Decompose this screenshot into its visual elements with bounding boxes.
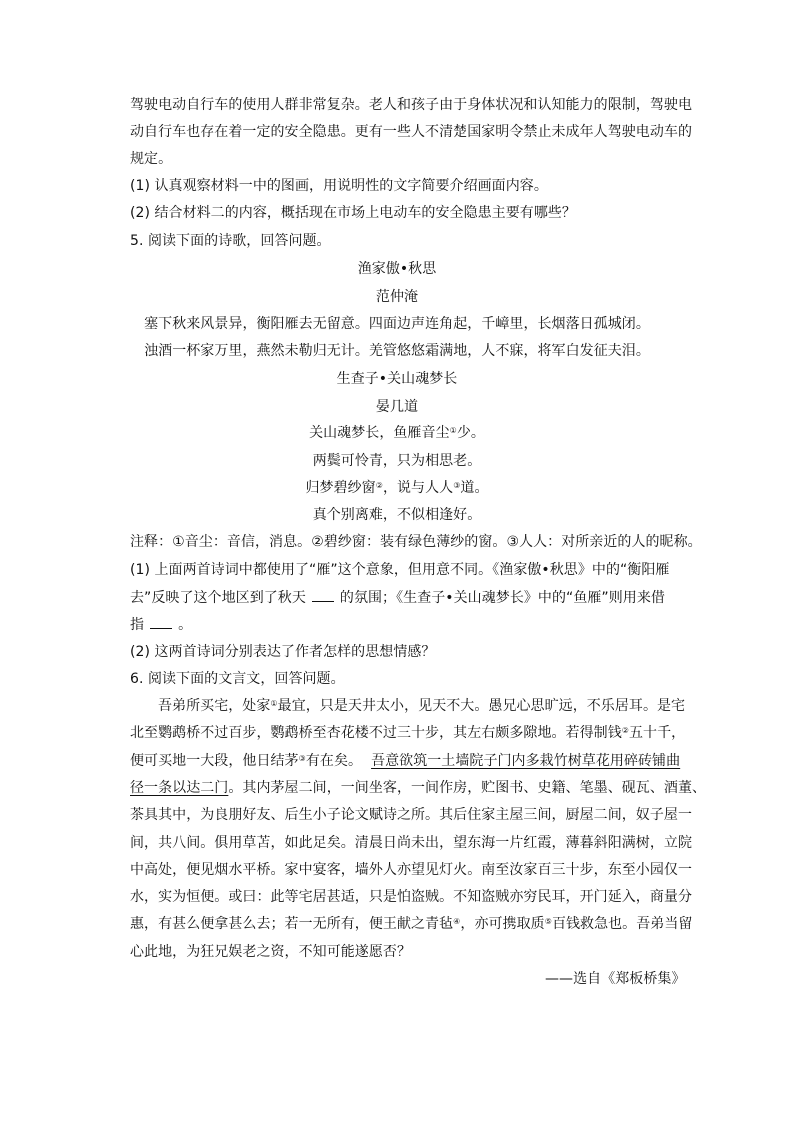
poem-2-line-4: 真个别离难，不似相逢好。 (312, 507, 482, 523)
question-4-1: (1) 认真观察材料一中的图画，用说明性的文字简要介绍画面内容。 (130, 178, 548, 194)
question-5-heading: 5. 阅读下面的诗歌，回答问题。 (130, 233, 331, 249)
question-4-2: (2) 结合材料二的内容，概括现在市场上电动车的安全隐患主要有哪些？ (130, 205, 576, 221)
poem-1-line-1: 塞下秋来风景异，衡阳雁去无留意。四面边声连角起，千嶂里，长烟落日孤城闭。 (144, 316, 650, 332)
passage-line-3: 便可买地一大段，他日结茅③有在矣。 吾意欲筑一土墙院子门内多栽竹树草花用碎砖铺曲 (130, 753, 681, 769)
answer-blank[interactable] (312, 587, 334, 602)
poem-2-line-2: 两鬓可怜青，只为相思老。 (312, 453, 482, 469)
intro-line-1: 驾驶电动自行车的使用人群非常复杂。老人和孩子由于身体状况和认知能力的限制，驾驶电 (130, 97, 692, 113)
passage-source: ——选自《郑板桥集》 (545, 971, 686, 987)
passage-line-6: 间，共八间。俱用草苫，如此足矣。清晨日尚未出，望东海一片红霞，薄暮斜阳满树，立院 (130, 835, 692, 851)
question-6-heading: 6. 阅读下面的文言文，回答问题。 (130, 671, 345, 687)
underlined-sentence: 吾意欲筑一土墙院子门内多栽竹树草花用碎砖铺曲 (371, 753, 681, 769)
poem-notes: 注释：①音尘：音信，消息。②碧纱窗：装有绿色薄纱的窗。③人人：对所亲近的人的昵称。 (130, 534, 702, 550)
question-5-1-line-2: 去”反映了这个地区到了秋天 的氛围；《生查子•关山魂梦长》中的“鱼雁”则用来借 (130, 587, 665, 608)
poem-2-title: 生查子•关山魂梦长 (336, 371, 458, 387)
poem-1-line-2: 浊酒一杯家万里，燕然未勒归无计。羌管悠悠霜满地，人不寐，将军白发征夫泪。 (144, 343, 650, 359)
question-5-1-line-3: 指 。 (130, 614, 192, 635)
passage-line-2: 北至鹦鹉桥不过百步，鹦鹉桥至杏花楼不过三十步，其左右颇多隙地。若得制钱②五十千， (130, 725, 686, 741)
passage-line-8: 水，实为恒便。或曰：此等宅居甚适，只是怕盗贼。不知盗贼亦穷民耳，开门延入，商量分 (130, 889, 692, 905)
intro-line-3: 规定。 (130, 151, 173, 167)
footnote-mark-3: ③ (453, 481, 461, 490)
underlined-sentence-end: 径一条以达二门 (130, 780, 229, 796)
question-5-1-line-1: (1) 上面两首诗词中都使用了“雁”这个意象，但用意不同。《渔家傲•秋思》中的“衡阳雁 (130, 562, 670, 578)
poem-1-title: 渔家傲•秋思 (357, 261, 437, 277)
passage-line-1: 吾弟所买宅，处家①最宜，只是天井太小，见天不大。愚兄心思旷远，不乐居耳。是宅 (158, 698, 686, 714)
poem-2-line-1: 关山魂梦长，鱼雁音尘①少。 (309, 425, 485, 441)
passage-line-9: 惠，有甚么便拿甚么去；若一无所有，便王献之青毡④，亦可携取质⑤百钱救急也。吾弟当留 (130, 916, 693, 932)
passage-line-4: 径一条以达二门。其内茅屋二间，一间坐客，一间作房，贮图书、史籍、笔墨、砚瓦、酒董、 (130, 780, 707, 796)
poem-2-author: 晏几道 (375, 399, 419, 415)
passage-line-5: 茶具其中，为良朋好友、后生小子论文赋诗之所。其后住家主屋三间，厨屋二间，奴子屋一 (130, 807, 692, 823)
passage-line-7: 中高处，便见烟水平桥。家中宴客，墙外人亦望见灯火。南至汝家百三十步，东至小园仅一 (130, 862, 692, 878)
passage-line-10: 心此地，为狂兄娱老之资，不知可能遂愿否？ (130, 944, 411, 960)
poem-2-line-3: 归梦碧纱窗②，说与人人③道。 (305, 480, 489, 496)
footnote-mark-2: ② (375, 481, 383, 490)
poem-1-author: 范仲淹 (375, 289, 419, 305)
intro-line-2: 动自行车也存在着一定的安全隐患。更有一些人不清楚国家明令禁止未成年人驾驶电动车的 (130, 124, 692, 140)
answer-blank[interactable] (150, 614, 172, 629)
question-5-2: (2) 这两首诗词分别表达了作者怎样的思想情感？ (130, 644, 436, 660)
footnote-mark-1: ① (449, 426, 457, 435)
